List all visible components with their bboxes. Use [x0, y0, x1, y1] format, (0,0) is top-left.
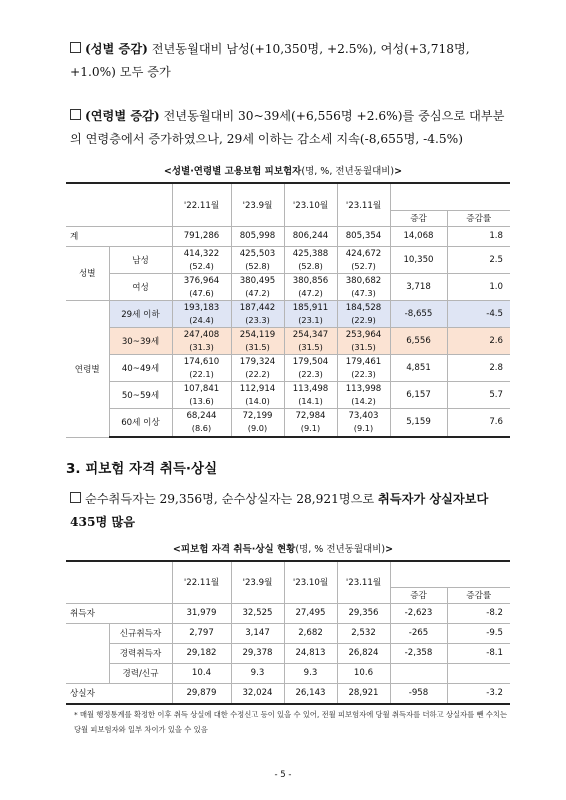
- row-label: 상실자: [66, 683, 172, 704]
- cell-value: 253,964: [345, 329, 382, 340]
- header-blank: [66, 183, 172, 226]
- cell: 26,143: [284, 683, 337, 704]
- cell-rate: -9.5: [447, 623, 510, 643]
- cell-rate: 7.6: [447, 408, 510, 437]
- cell-pct: (31.5): [298, 341, 323, 352]
- header-rate: 증감률: [447, 587, 510, 603]
- cell-pct: (31.5): [245, 341, 270, 352]
- paragraph-text: 순수취득자는 29,356명, 순수상실자는 28,921명으로: [85, 492, 379, 506]
- cell-pct: (22.1): [189, 368, 214, 379]
- indent-spacer: [66, 643, 109, 663]
- header-change: 증감: [390, 210, 447, 226]
- cell-value: 72,984: [295, 411, 326, 422]
- cell-rate: 2.6: [447, 327, 510, 354]
- caption-end: >: [394, 166, 403, 177]
- cell-value: 179,324: [239, 356, 276, 367]
- cell-value: 107,841: [183, 383, 220, 394]
- cell-value: 254,347: [292, 329, 329, 340]
- cell: 805,354: [337, 226, 390, 246]
- table-row-highlight: [66, 327, 510, 354]
- cell-value: 112,914: [239, 383, 276, 394]
- cell-change: -2,358: [390, 643, 447, 663]
- cell-change: 10,350: [390, 246, 447, 273]
- indent-spacer: [66, 623, 109, 643]
- cell-pct: (22.2): [245, 368, 270, 379]
- cell-pct: (47.2): [245, 287, 270, 298]
- cell-value: 179,461: [345, 356, 382, 367]
- cell-value: 380,682: [345, 275, 382, 286]
- cell: 9.3: [284, 663, 337, 683]
- cell: 791,286: [172, 226, 231, 246]
- header-change: 증감: [390, 587, 447, 603]
- cell-pct: (52.7): [351, 260, 376, 271]
- cell-rate: [447, 663, 510, 683]
- cell-change: [390, 663, 447, 683]
- indent-spacer: [66, 663, 109, 683]
- cell-rate: -3.2: [447, 683, 510, 704]
- cell-value: 380,495: [239, 275, 276, 286]
- paragraph-acquisition: [70, 488, 510, 534]
- row-label: 50~59세: [109, 381, 172, 408]
- cell-pct: (23.3): [245, 314, 270, 325]
- paragraph-emphasis: 취득자가 상실자보다 435명 많음: [70, 492, 489, 529]
- cell-change: 6,157: [390, 381, 447, 408]
- caption-unit: (명, % 전년동월대비): [295, 544, 386, 555]
- cell-value: 193,183: [183, 302, 220, 313]
- caption-unit: (명, %, 전년동월대비): [301, 166, 395, 177]
- header-date: '23.10월: [284, 183, 337, 226]
- row-label: 경력/신규: [109, 663, 172, 683]
- cell-pct: (24.4): [189, 314, 214, 325]
- cell-pct: (23.1): [298, 314, 323, 325]
- cell-change: 3,718: [390, 273, 447, 300]
- table-row: [66, 663, 510, 683]
- cell-rate: 2.8: [447, 354, 510, 381]
- cell-pct: (47.6): [189, 287, 214, 298]
- cell-pct: (31.5): [351, 341, 376, 352]
- cell-rate: -8.1: [447, 643, 510, 663]
- header-date: '23.11월: [337, 183, 390, 226]
- table-row-total: [66, 226, 510, 246]
- cell: 2,682: [284, 623, 337, 643]
- row-label: 60세 이상: [109, 408, 172, 437]
- cell-value: 73,403: [348, 411, 379, 422]
- table-row: [66, 643, 510, 663]
- table-row: [66, 408, 510, 437]
- header-date: '22.11월: [172, 561, 231, 603]
- cell: 29,182: [172, 643, 231, 663]
- cell: 806,244: [284, 226, 337, 246]
- cell-pct: (47.2): [298, 287, 323, 298]
- header-rate: 증감률: [447, 210, 510, 226]
- cell-value: 68,244: [186, 411, 217, 422]
- cell: 2,797: [172, 623, 231, 643]
- cell-rate: 5.7: [447, 381, 510, 408]
- checkbox-square-icon: [70, 492, 81, 503]
- cell-value: 425,388: [292, 248, 329, 259]
- cell-pct: (9.0): [247, 423, 268, 434]
- cell-pct: (52.8): [245, 260, 270, 271]
- group-label: 연령별: [66, 300, 109, 437]
- cell-pct: (52.4): [189, 260, 214, 271]
- cell: 31,979: [172, 603, 231, 623]
- cell-pct: (52.8): [298, 260, 323, 271]
- cell-pct: (14.1): [298, 395, 323, 406]
- cell-rate: 1.8: [447, 226, 510, 246]
- cell-value: 174,610: [183, 356, 220, 367]
- paragraph-heading: (연령별 증감): [85, 109, 160, 123]
- cell-value: 380,856: [292, 275, 329, 286]
- cell-pct: (13.6): [189, 395, 214, 406]
- cell: 28,921: [337, 683, 390, 704]
- insured-by-gender-age-table: [66, 182, 510, 438]
- cell-change: 4,851: [390, 354, 447, 381]
- cell-pct: (22.3): [298, 368, 323, 379]
- cell-rate: 1.0: [447, 273, 510, 300]
- caption-end: >: [385, 544, 394, 555]
- cell-pct: (22.9): [351, 314, 376, 325]
- cell-pct: (9.1): [300, 423, 321, 434]
- row-label: 신규취득자: [109, 623, 172, 643]
- checkbox-square-icon: [70, 109, 81, 120]
- paragraph-age: [70, 105, 510, 151]
- cell: 3,147: [231, 623, 284, 643]
- cell-value: 184,528: [345, 302, 382, 313]
- header-date: '23.11월: [337, 561, 390, 603]
- cell-pct: (47.3): [351, 287, 376, 298]
- cell-value: 425,503: [239, 248, 276, 259]
- cell-pct: (22.3): [351, 368, 376, 379]
- cell-change: -2,623: [390, 603, 447, 623]
- table-row-highlight: [66, 300, 510, 327]
- cell: 29,356: [337, 603, 390, 623]
- table-row: [66, 683, 510, 704]
- cell-pct: (8.6): [191, 423, 212, 434]
- cell-pct: (31.3): [189, 341, 214, 352]
- cell: 32,024: [231, 683, 284, 704]
- cell: 805,998: [231, 226, 284, 246]
- cell: 24,813: [284, 643, 337, 663]
- header-date: '23.9월: [231, 561, 284, 603]
- header-date: '23.10월: [284, 561, 337, 603]
- paragraph-text: 전년동월대비 30~39세(+6,556명 +2.6%)를 중심으로 대부분의 연령층에서 증가하였으나, 29세 이하는 감소세 지속(-8,655명, -4.5%): [70, 109, 505, 146]
- cell-rate: -4.5: [447, 300, 510, 327]
- row-label: 경력취득자: [109, 643, 172, 663]
- caption-title: <피보험 자격 취득·상실 현황: [172, 544, 296, 555]
- header-blank: [390, 561, 510, 587]
- cell-rate: -8.2: [447, 603, 510, 623]
- cell-change: -265: [390, 623, 447, 643]
- cell-value: 72,199: [242, 411, 273, 422]
- header-date: '22.11월: [172, 183, 231, 226]
- row-label: 40~49세: [109, 354, 172, 381]
- cell: 29,879: [172, 683, 231, 704]
- cell: 29,378: [231, 643, 284, 663]
- cell: 26,824: [337, 643, 390, 663]
- header-date: '23.9월: [231, 183, 284, 226]
- checkbox-square-icon: [70, 42, 81, 53]
- cell: 2,532: [337, 623, 390, 643]
- cell-value: 424,672: [345, 248, 382, 259]
- table-row: [66, 354, 510, 381]
- cell: 27,495: [284, 603, 337, 623]
- section-heading: 3. 피보험 자격 취득·상실: [66, 461, 218, 477]
- cell-change: -8,655: [390, 300, 447, 327]
- footnote: * 매월 행정통계를 확정한 이후 취득 상실에 대한 수정신고 등이 있을 수 있어, 전월 피보험자에 당월 취득자를 더하고 상실자를 뺀 수치는 당월 피보험자와 일부 차이가 있을 수 있음: [74, 710, 507, 734]
- cell-value: 185,911: [292, 302, 329, 313]
- row-label: 29세 이하: [109, 300, 172, 327]
- table-row: [66, 246, 510, 273]
- row-label: 30~39세: [109, 327, 172, 354]
- header-blank: [66, 561, 172, 603]
- cell-pct: (14.2): [351, 395, 376, 406]
- cell: 10.4: [172, 663, 231, 683]
- cell-value: 247,408: [183, 329, 220, 340]
- cell-pct: (9.1): [353, 423, 374, 434]
- cell-value: 113,998: [345, 383, 382, 394]
- row-label: 여성: [109, 273, 172, 300]
- paragraph-gender: [70, 38, 510, 84]
- cell-value: 179,504: [292, 356, 329, 367]
- cell-pct: (14.0): [245, 395, 270, 406]
- cell: 9.3: [231, 663, 284, 683]
- table-row: [66, 381, 510, 408]
- cell-change: 5,159: [390, 408, 447, 437]
- paragraph-text: 전년동월대비 남성(+10,350명, +2.5%), 여성(+3,718명, +1.0%) 모두 증가: [70, 42, 470, 79]
- paragraph-heading: (성별 증감): [85, 42, 148, 56]
- cell-value: 376,964: [183, 275, 220, 286]
- table2-caption: [0, 541, 566, 555]
- table-row: [66, 273, 510, 300]
- header-blank: [390, 183, 510, 210]
- cell-rate: 2.5: [447, 246, 510, 273]
- row-label: 취득자: [66, 603, 172, 623]
- table1-caption: [0, 163, 566, 177]
- cell-value: 254,119: [239, 329, 276, 340]
- table-row: [66, 603, 510, 623]
- row-label: 남성: [109, 246, 172, 273]
- cell: 10.6: [337, 663, 390, 683]
- acquisition-loss-table: [66, 560, 510, 705]
- page-number: - 5 -: [274, 770, 292, 780]
- cell: 32,525: [231, 603, 284, 623]
- group-label: 성별: [66, 246, 109, 300]
- cell-change: 6,556: [390, 327, 447, 354]
- caption-title: <성별·연령별 고용보험 피보험자: [163, 166, 302, 177]
- cell-value: 187,442: [239, 302, 276, 313]
- row-label: 계: [66, 226, 172, 246]
- cell-value: 414,322: [183, 248, 220, 259]
- table-row: [66, 623, 510, 643]
- cell-change: 14,068: [390, 226, 447, 246]
- cell-value: 113,498: [292, 383, 329, 394]
- cell-change: -958: [390, 683, 447, 704]
